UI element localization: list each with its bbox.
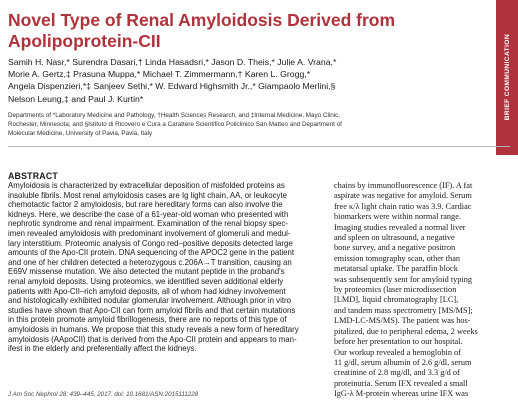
body-column — [334, 181, 510, 400]
abstract-line: ifest in the elderly and preferentially affect the kidneys. — [8, 344, 197, 354]
affiliation-line: Molecular Medicine, University of Pavia, Pavia, Italy — [8, 130, 153, 137]
abstract-line: chemotactic factor 2 amyloidosis, but rare hereditary forms can also involve the — [8, 200, 283, 210]
abstract-line: nephrotic syndrome and renal impairment. Examination of the renal biopsy spec- — [8, 219, 288, 229]
affiliation-line: Rochester, Minnesota; and §Istituto di Ricovero e Cura a Carattere Scientifico Policlinico San Matteo and Department of — [8, 121, 342, 128]
title-line: Novel Type of Renal Amyloidosis Derived from — [8, 10, 396, 30]
abstract-line: and histologically exhibited nodular glomerular involvement. Although prior in vitro — [8, 296, 291, 306]
abstract-line: patients with Apo-CII–rich amyloid deposits, all of whom had kidney involvement — [8, 286, 286, 296]
body-line: 11 g/dl, serum albumin of 2.6 g/dl, serum — [334, 357, 472, 367]
abstract-line: studies have shown that Apo-CII can form amyloid fibrils and that certain mutations — [8, 305, 296, 315]
author-line: Angela Dispenzieri,*‡ Sanjeev Sethi,* W. Edward Highsmith Jr.,* Giampaolo Merlini,§ — [8, 81, 336, 92]
body-line: was subsequently sent for amyloid typing — [334, 274, 473, 284]
citation: J Am Soc Nephrol 28: 439–445, 2017. doi: 10.1681/ASN.2015111228 — [8, 391, 199, 398]
abstract-line: in this protein promote amyloid fibrillogenesis, there are no reports of this type of — [8, 315, 287, 325]
body-line: emission tomography scan, other than — [334, 253, 461, 263]
author-line: Samih H. Nasr,* Surendra Dasari,† Linda Hasadsri,* Jason D. Theis,* Julie A. Vrana,* — [8, 57, 337, 67]
abstract-body — [8, 181, 324, 354]
author-line: Morie A. Gertz,‡ Prasuna Muppa,* Michael T. Zimmermann,† Karen L. Grogg,* — [8, 69, 311, 80]
body-line: biomarkers were within normal range. — [334, 212, 461, 222]
body-line: LMD-LC-MS/MS). The patient was hos- — [334, 316, 471, 326]
abstract-line: amyloidosis in humans. We propose that this study reveals a new form of hereditary — [8, 324, 299, 334]
title-line: Apolipoprotein-CII — [8, 31, 161, 51]
abstract-heading: ABSTRACT — [8, 171, 58, 181]
abstract-line: Amyloidosis is characterized by extracellular deposition of misfolded proteins as — [8, 181, 285, 190]
body-line: and tandem mass spectrometry [MS/MS]; — [334, 305, 473, 315]
body-line: Imaging studies revealed a normal liver — [334, 222, 466, 232]
header-divider — [8, 146, 510, 147]
body-line: pitalized, due to peripheral edema, 2 weeks — [334, 326, 478, 336]
body-line: proteinuria. Serum IFX revealed a small — [334, 378, 468, 388]
abstract-line: renal amyloid deposits. Using proteomics, we identified seven additional elderly — [8, 276, 284, 286]
abstract-line: amounts of the Apo-CII protein. DNA sequencing of the APOC2 gene in the patient — [8, 248, 295, 258]
side-tab-text: BRIEF COMMUNICATION — [503, 34, 511, 121]
body-line: metatarsal uptake. The paraffin block — [334, 264, 458, 274]
section-side-label — [496, 0, 518, 155]
body-line: [LMD], liquid chromatography [LC], — [334, 295, 459, 305]
body-line: by proteomics (laser microdissection — [334, 285, 457, 295]
affiliation-line: Departments of *Laboratory Medicine and Pathology, †Health Sciences Research, and ‡Internal Medicine, Mayo Clinic, — [8, 112, 341, 119]
body-line: bone survey, and a negative positron — [334, 243, 456, 253]
abstract-line: imen revealed amyloidosis with predominant involvement of glomeruli and medul- — [8, 228, 291, 238]
body-line: before her presentation to our hospital. — [334, 337, 463, 347]
body-line: free κ/λ light chain ratio was 3.9. Cardiac — [334, 201, 472, 211]
body-line: creatinine of 2.8 mg/dl, and 3.3 g/d of — [334, 368, 460, 378]
abstract-line: kidneys. Here, we describe the case of a 61-year-old woman who presented with — [8, 209, 289, 219]
body-line: and spleen on ultrasound, a negative — [334, 233, 455, 243]
body-line: chains by immunofluorescence (IF). A fat — [334, 181, 473, 190]
abstract-line: insoluble fibrils. Most renal amyloidosis cases are Ig light chain, AA, or leukocyte — [8, 190, 288, 200]
abstract-line: and one of her children detected a heterozygous c.206A→T transition, causing an — [8, 257, 292, 267]
author-line: Nelson Leung,‡ and Paul J. Kurtin* — [8, 93, 144, 104]
affiliations — [8, 111, 478, 138]
abstract-line: E69V missense mutation. We also detected the mutant peptide in the proband's — [8, 267, 285, 277]
body-line: Our workup revealed a hemoglobin of — [334, 347, 461, 357]
abstract-line: amyloidosis (AApoCII) that is derived from the Apo-CII protein and appears to man- — [8, 334, 297, 344]
abstract-line: lary interstitium. Proteomic analysis of Congo red–positive deposits detected large — [8, 238, 293, 248]
article-title — [8, 10, 478, 52]
body-line: aspirate was negative for amyloid. Serum — [334, 191, 472, 201]
body-line: IgG-λ M-protein whereas urine IFX was — [334, 389, 469, 399]
author-list — [8, 56, 478, 105]
